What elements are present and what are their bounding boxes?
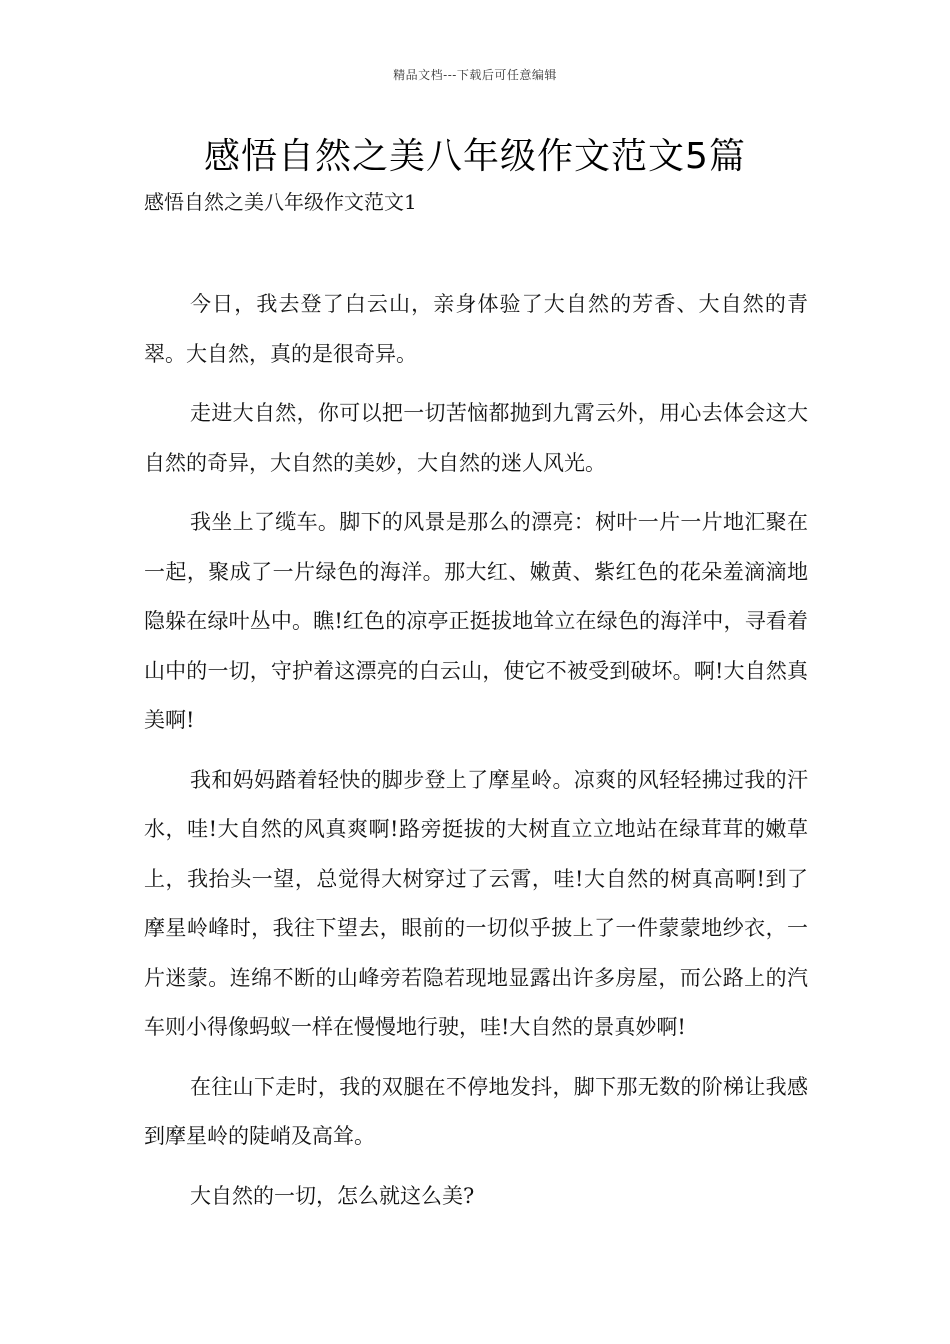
essay-subtitle: 感悟自然之美八年级作文范文1 <box>144 190 417 214</box>
paragraph: 今日，我去登了白云山，亲身体验了大自然的芳香、大自然的青翠。大自然，真的是很奇异。 <box>144 292 808 366</box>
paragraph: 我和妈妈踏着轻快的脚步登上了摩星岭。凉爽的风轻轻拂过我的汗水，哇!大自然的风真爽啊!路旁挺拔的大树直立立地站在绿茸茸的嫩草上，我抬头一望，总觉得大树穿过了云霄，哇!大自然的树真高啊!到了摩星岭峰时，我往下望去，眼前的一切似乎披上了一件蒙蒙地纱衣，一片迷蒙。连绵不断的山峰旁若隐若现地显露出许多房屋，而公路上的汽车则小得像蚂蚁一样在慢慢地行驶，哇!大自然的景真妙啊! <box>144 767 808 1039</box>
paragraph: 走进大自然，你可以把一切苦恼都抛到九霄云外，用心去体会这大自然的奇异，大自然的美妙，大自然的迷人风光。 <box>144 401 808 475</box>
paragraph: 在往山下走时，我的双腿在不停地发抖，脚下那无数的阶梯让我感到摩星岭的陡峭及高耸。 <box>144 1074 808 1148</box>
header-note: 精品文档---下载后可任意编辑 <box>393 68 557 82</box>
document-title: 感悟自然之美八年级作文范文5篇 <box>204 136 746 177</box>
paragraph: 我坐上了缆车。脚下的风景是那么的漂亮：树叶一片一片地汇聚在一起，聚成了一片绿色的海洋。那大红、嫩黄、紫红色的花朵羞滴滴地隐躲在绿叶丛中。瞧!红色的凉亭正挺拔地耸立在绿色的海洋中，寻看着山中的一切，守护着这漂亮的白云山，使它不被受到破坏。啊!大自然真美啊! <box>144 510 808 732</box>
paragraph: 大自然的一切，怎么就这么美? <box>190 1183 475 1208</box>
essay-body <box>144 280 808 1231</box>
